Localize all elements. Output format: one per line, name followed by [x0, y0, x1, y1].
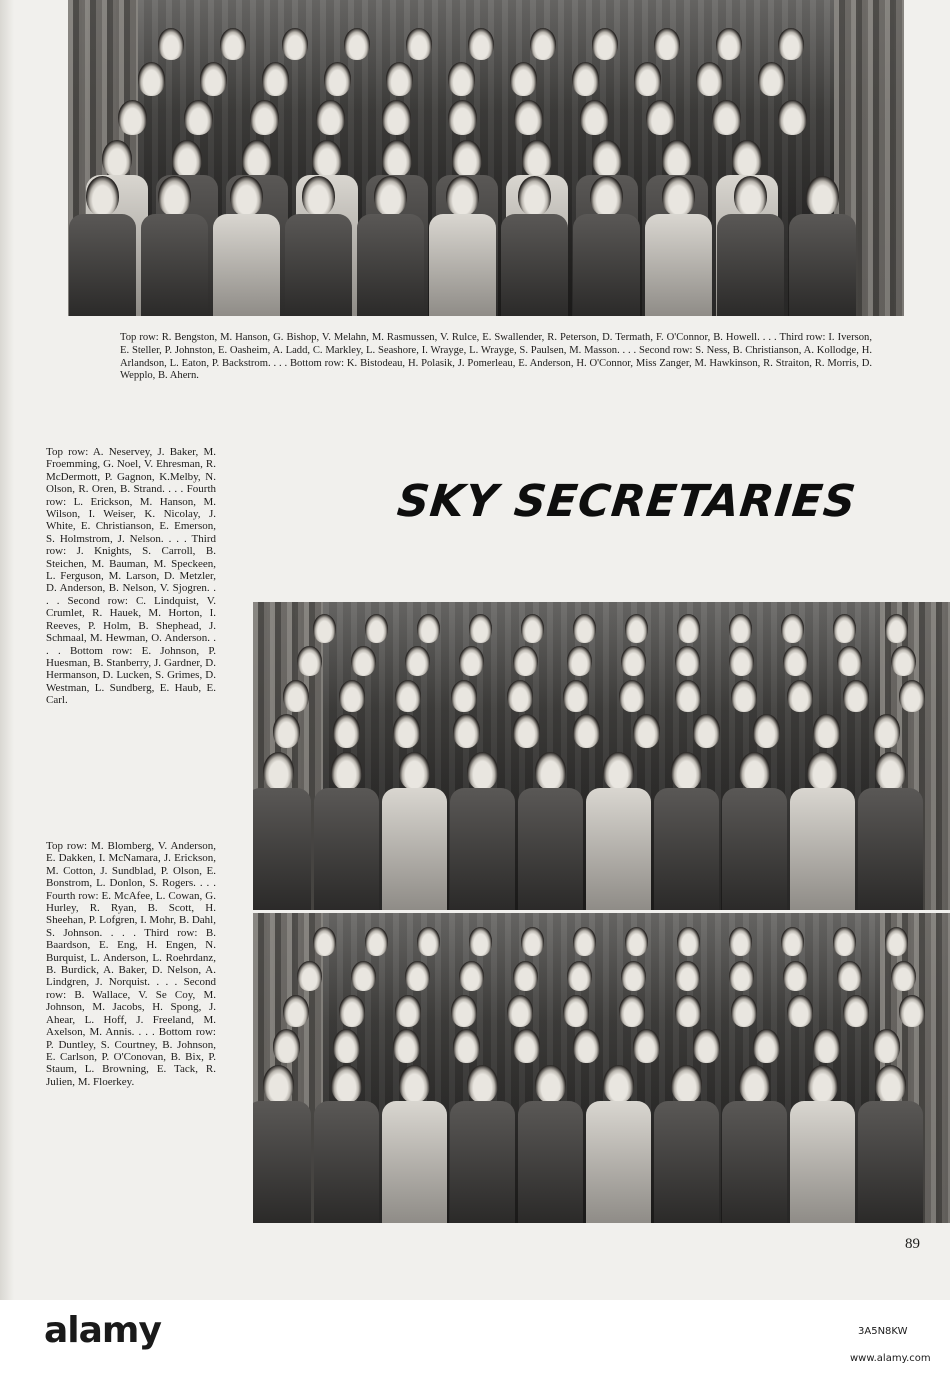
person-figure	[899, 680, 925, 712]
person-figure	[787, 680, 813, 712]
person-figure	[344, 28, 370, 60]
person-figure	[448, 100, 477, 135]
person-figure	[518, 1101, 583, 1223]
person-figure	[753, 1029, 780, 1063]
person-figure	[283, 995, 309, 1027]
person-figure	[783, 961, 808, 991]
person-figure	[621, 646, 646, 676]
person-figure	[382, 1101, 447, 1223]
person-figure	[459, 961, 484, 991]
person-figure	[573, 714, 600, 748]
person-figure	[513, 961, 538, 991]
person-figure	[429, 214, 497, 317]
person-figure	[789, 214, 857, 317]
person-figure	[671, 752, 702, 790]
bottom-photo-caption: Top row: M. Blomberg, V. Anderson, E. Dakken, I. McNamara, J. Erickson, M. Cotton, J. Sundblad, P. Olson, E. Bonstrom, L. Donlon, S. Rogers. . . . Fourth row: E. McAfee, L. Cowan, G. Hurley, R. Ryan, B. Scott, H. Sheehan, P. Lofgren, I. Mohr, B. Dahl, S. Johnson. . . . Third row: B. Baardson, E. Eng, H. Engen, N. Burquist, L. Anderson, L. Roehrdanz, B. Burdick, A. Baker, D. Nelson, A. Lindgren, J. Norquist. . . . Second row: B. Wallace, V. Se Coy, M. Johnson, M. Jacobs, H. Spong, J. Ahear, L. Hoff, J. Freeland, M. Axelson, M. Annis. . . . Bottom row: P. Duntley, S. Courtney, B. Johnson, E. Carlson, P. O'Conovan, B. Bix, P. Staum, L. Browning, E. Tack, R. Julien, M. Floerkey.	[46, 840, 216, 1088]
person-figure	[586, 788, 651, 910]
person-figure	[590, 176, 623, 216]
person-figure	[86, 176, 119, 216]
person-figure	[331, 1065, 362, 1103]
page-binding-shadow	[0, 0, 14, 1300]
person-figure	[302, 176, 335, 216]
person-figure	[102, 140, 132, 177]
person-figure	[625, 614, 648, 643]
person-figure	[333, 1029, 360, 1063]
person-figure	[781, 927, 804, 956]
person-figure	[314, 788, 379, 910]
person-figure	[535, 752, 566, 790]
person-figure	[722, 1101, 787, 1223]
person-figure	[158, 176, 191, 216]
person-figure	[633, 714, 660, 748]
person-figure	[843, 995, 869, 1027]
person-figure	[633, 1029, 660, 1063]
person-figure	[662, 140, 692, 177]
person-figure	[778, 28, 804, 60]
person-figure	[731, 680, 757, 712]
person-figure	[446, 176, 479, 216]
person-figure	[619, 995, 645, 1027]
site-url: www.alamy.com	[850, 1353, 931, 1364]
person-figure	[510, 62, 537, 96]
person-figure	[297, 646, 322, 676]
person-figure	[213, 214, 281, 317]
group-members	[253, 602, 950, 910]
person-figure	[567, 961, 592, 991]
person-figure	[382, 100, 411, 135]
person-figure	[573, 1029, 600, 1063]
page-number: 89	[905, 1236, 920, 1252]
person-figure	[563, 680, 589, 712]
person-figure	[875, 1065, 906, 1103]
person-figure	[220, 28, 246, 60]
person-figure	[69, 214, 137, 317]
person-figure	[469, 927, 492, 956]
person-figure	[263, 1065, 294, 1103]
person-figure	[406, 28, 432, 60]
brand-logo: alamy	[44, 1310, 161, 1351]
person-figure	[729, 961, 754, 991]
person-figure	[671, 1065, 702, 1103]
person-figure	[645, 214, 713, 317]
person-figure	[513, 646, 538, 676]
person-figure	[634, 62, 661, 96]
person-figure	[717, 214, 785, 317]
person-figure	[807, 1065, 838, 1103]
person-figure	[833, 927, 856, 956]
person-figure	[696, 62, 723, 96]
person-figure	[273, 1029, 300, 1063]
person-figure	[833, 614, 856, 643]
person-figure	[729, 614, 752, 643]
image-id: 3A5N8KW	[858, 1326, 908, 1337]
person-figure	[333, 714, 360, 748]
person-figure	[374, 176, 407, 216]
person-figure	[468, 28, 494, 60]
person-figure	[891, 961, 916, 991]
person-figure	[732, 140, 762, 177]
person-figure	[399, 752, 430, 790]
person-figure	[716, 28, 742, 60]
person-figure	[729, 646, 754, 676]
person-figure	[339, 995, 365, 1027]
person-figure	[339, 680, 365, 712]
middle-photo-caption: Top row: A. Neservey, J. Baker, M. Froemming, G. Noel, V. Ehresman, R. McDermott, P. Gagnon, K.Melby, N. Olson, R. Oren, B. Strand. . . . Fourth row: L. Erickson, M. Hanson, M. Wilson, I. Weiser, K. Nicolay, J. White, E. Christianson, E. Emerson, S. Holmstrom, J. Nelson. . . . Third row: J. Knights, S. Carroll, B. Steichen, M. Bauman, M. Speckeen, L. Ferguson, M. Larson, D. Metzler, D. Anderson, B. Nelson, V. Sjogren. . . . Second row: C. Lindquist, V. Crumlet, R. Hauek, M. Horton, I. Reeves, P. Holm, B. Shephead, J. Schmaal, M. Hewman, O. Anderson. . . . Bottom row: E. Johnson, P. Huesman, B. Stanberry, J. Gardner, D. Hermanson, D. Lucken, S. Grimes, D. Westman, L. Sundberg, E. Haub, E. Carl.	[46, 446, 216, 707]
person-figure	[324, 62, 351, 96]
person-figure	[285, 214, 353, 317]
person-figure	[677, 614, 700, 643]
person-figure	[453, 1029, 480, 1063]
top-group-photo	[68, 0, 904, 316]
person-figure	[451, 680, 477, 712]
person-figure	[399, 1065, 430, 1103]
person-figure	[603, 752, 634, 790]
person-figure	[891, 646, 916, 676]
person-figure	[675, 680, 701, 712]
person-figure	[514, 100, 543, 135]
person-figure	[273, 714, 300, 748]
middle-group-photo	[253, 602, 950, 910]
person-figure	[118, 100, 147, 135]
person-figure	[313, 614, 336, 643]
person-figure	[722, 788, 787, 910]
person-figure	[250, 100, 279, 135]
person-figure	[739, 1065, 770, 1103]
person-figure	[453, 714, 480, 748]
person-figure	[417, 614, 440, 643]
person-figure	[731, 995, 757, 1027]
person-figure	[395, 995, 421, 1027]
person-figure	[729, 927, 752, 956]
person-figure	[501, 214, 569, 317]
person-figure	[518, 788, 583, 910]
person-figure	[530, 28, 556, 60]
person-figure	[586, 1101, 651, 1223]
person-figure	[448, 62, 475, 96]
person-figure	[450, 1101, 515, 1223]
person-figure	[790, 788, 855, 910]
person-figure	[417, 927, 440, 956]
person-figure	[813, 1029, 840, 1063]
person-figure	[253, 1101, 311, 1223]
person-figure	[654, 788, 719, 910]
person-figure	[778, 100, 807, 135]
person-figure	[313, 927, 336, 956]
person-figure	[351, 646, 376, 676]
person-figure	[507, 995, 533, 1027]
person-figure	[837, 646, 862, 676]
group-members	[68, 0, 904, 316]
person-figure	[885, 927, 908, 956]
person-figure	[885, 614, 908, 643]
person-figure	[262, 62, 289, 96]
person-figure	[459, 646, 484, 676]
person-figure	[790, 1101, 855, 1223]
person-figure	[522, 140, 552, 177]
person-figure	[646, 100, 675, 135]
person-figure	[739, 752, 770, 790]
person-figure	[603, 1065, 634, 1103]
person-figure	[521, 927, 544, 956]
person-figure	[382, 140, 412, 177]
person-figure	[172, 140, 202, 177]
person-figure	[573, 927, 596, 956]
bottom-group-photo	[253, 913, 950, 1223]
person-figure	[806, 176, 839, 216]
person-figure	[513, 714, 540, 748]
person-figure	[580, 100, 609, 135]
person-figure	[753, 714, 780, 748]
person-figure	[654, 1101, 719, 1223]
person-figure	[693, 714, 720, 748]
person-figure	[283, 680, 309, 712]
person-figure	[382, 788, 447, 910]
person-figure	[535, 1065, 566, 1103]
person-figure	[365, 927, 388, 956]
person-figure	[141, 214, 209, 317]
person-figure	[837, 961, 862, 991]
person-figure	[242, 140, 272, 177]
person-figure	[572, 62, 599, 96]
person-figure	[858, 1101, 923, 1223]
person-figure	[158, 28, 184, 60]
person-figure	[843, 680, 869, 712]
person-figure	[282, 28, 308, 60]
person-figure	[563, 995, 589, 1027]
top-photo-caption: Top row: R. Bengston, M. Hanson, G. Bishop, V. Melahn, M. Rasmussen, V. Rulce, E. Swallender, R. Peterson, D. Termath, F. O'Connor, B. Howell. . . . Third row: I. Iverson, E. Steller, P. Johnston, E. Oasheim, A. Ladd, C. Markley, L. Seashore, I. Wrayge, L. Wrayge, S. Paulsen, M. Masson. . . . Second row: S. Ness, B. Christianson, A. Kollodge, H. Arlandson, L. Eaton, P. Backstrom. . . . Bottom row: K. Bistodeau, H. Polasik, J. Pomerleau, E. Anderson, H. O'Connor, Miss Zanger, M. Hawkinson, R. Straiton, R. Morris, D. Wepplo, B. Ahern.	[120, 332, 872, 382]
group-members	[253, 913, 950, 1223]
person-figure	[393, 1029, 420, 1063]
person-figure	[813, 714, 840, 748]
person-figure	[712, 100, 741, 135]
person-figure	[357, 214, 425, 317]
person-figure	[513, 1029, 540, 1063]
person-figure	[625, 927, 648, 956]
person-figure	[405, 646, 430, 676]
person-figure	[573, 214, 641, 317]
person-figure	[331, 752, 362, 790]
person-figure	[592, 28, 618, 60]
person-figure	[351, 961, 376, 991]
person-figure	[365, 614, 388, 643]
person-figure	[675, 995, 701, 1027]
person-figure	[184, 100, 213, 135]
person-figure	[654, 28, 680, 60]
page-title: SKY SECRETARIES	[394, 476, 859, 527]
person-figure	[734, 176, 767, 216]
person-figure	[592, 140, 622, 177]
person-figure	[675, 646, 700, 676]
person-figure	[395, 680, 421, 712]
person-figure	[467, 752, 498, 790]
person-figure	[858, 788, 923, 910]
person-figure	[297, 961, 322, 991]
person-figure	[521, 614, 544, 643]
person-figure	[875, 752, 906, 790]
person-figure	[312, 140, 342, 177]
person-figure	[781, 614, 804, 643]
person-figure	[138, 62, 165, 96]
person-figure	[386, 62, 413, 96]
person-figure	[393, 714, 420, 748]
person-figure	[573, 614, 596, 643]
person-figure	[693, 1029, 720, 1063]
person-figure	[873, 1029, 900, 1063]
person-figure	[467, 1065, 498, 1103]
person-figure	[873, 714, 900, 748]
person-figure	[451, 995, 477, 1027]
person-figure	[783, 646, 808, 676]
person-figure	[230, 176, 263, 216]
person-figure	[675, 961, 700, 991]
person-figure	[619, 680, 645, 712]
person-figure	[567, 646, 592, 676]
person-figure	[450, 788, 515, 910]
person-figure	[405, 961, 430, 991]
person-figure	[662, 176, 695, 216]
person-figure	[314, 1101, 379, 1223]
person-figure	[621, 961, 646, 991]
person-figure	[263, 752, 294, 790]
person-figure	[200, 62, 227, 96]
person-figure	[452, 140, 482, 177]
person-figure	[253, 788, 311, 910]
person-figure	[507, 680, 533, 712]
person-figure	[316, 100, 345, 135]
person-figure	[677, 927, 700, 956]
person-figure	[787, 995, 813, 1027]
person-figure	[518, 176, 551, 216]
person-figure	[758, 62, 785, 96]
person-figure	[469, 614, 492, 643]
person-figure	[899, 995, 925, 1027]
person-figure	[807, 752, 838, 790]
